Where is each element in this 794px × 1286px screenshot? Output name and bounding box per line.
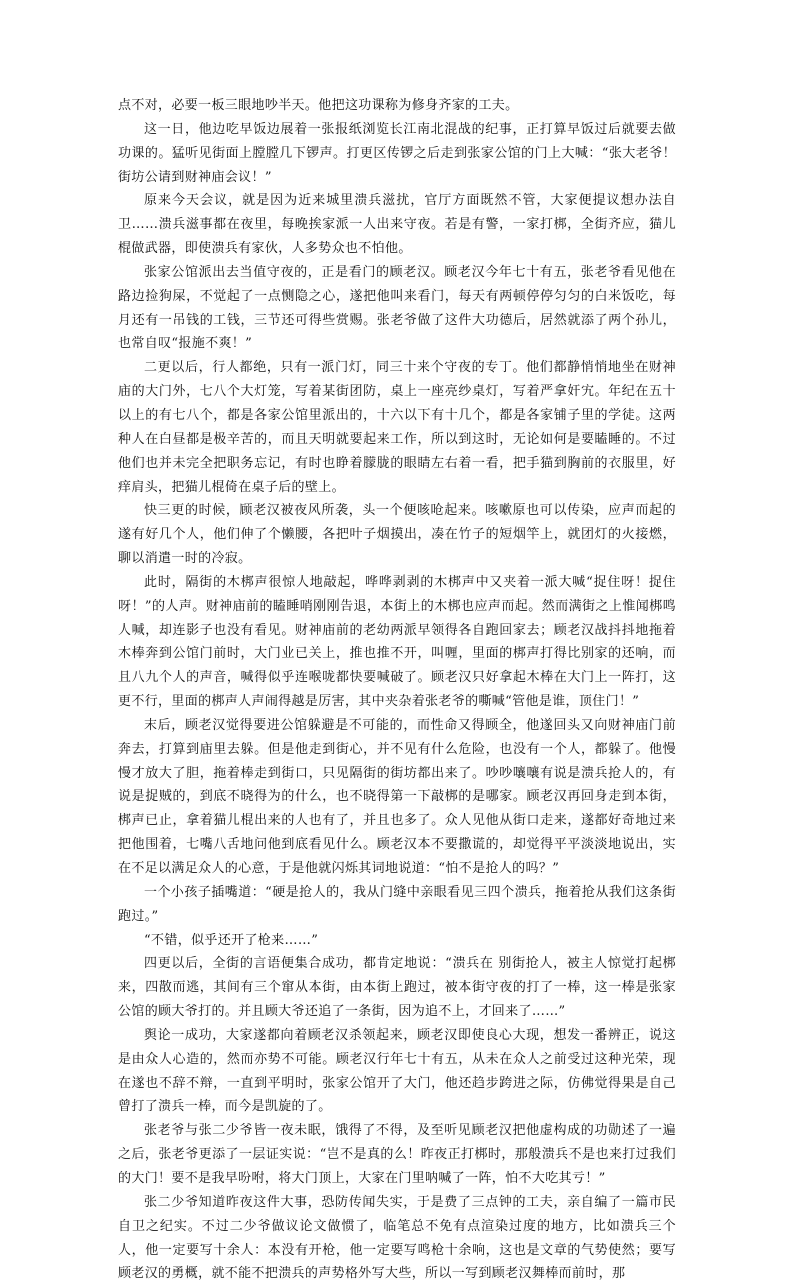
paragraph: 张家公馆派出去当值守夜的，正是看门的顾老汉。顾老汉今年七十有五，张老爷看见他在路边捡狗屎，不觉起了一点恻隐之心，遂把他叫来看门，每天有两顿停停匀匀的白米饭吃，每月还有一吊钱的工钱，三节还可得些赏赐。张老爷做了这件大功德后，居然就添了两个孙儿，也常自叹“报施不爽！”	[118, 264, 676, 352]
paragraph: 一个小孩子插嘴道：“硬是抢人的，我从门缝中亲眼看见三四个溃兵，拖着抢从我们这条街跑过。”	[118, 884, 676, 924]
paragraph: 张二少爷知道昨夜这件大事，恐防传闻失实，于是费了三点钟的工夫，亲自编了一篇市民自卫之纪实。不过二少爷做议论文做惯了，临笔总不免有点渲染过度的地方，比如溃兵三个人，他一定要写十余人：本没有开枪，他一定要写鸣枪十余响，这也是文章的气势使然；要写顾老汉的勇概，就不能不把溃兵的声势格外写大些，所以一写到顾老汉舞棒而前时，那	[118, 1194, 676, 1282]
paragraph: “不错，似乎还开了枪来……”	[144, 932, 319, 948]
paragraph: 这一日，他边吃早饭边展着一张报纸浏览长江南北混战的纪事，正打算早饭过后就要去做功课的。猛听见街面上膛膛几下锣声。打更区传锣之后走到张家公馆的门上大喊：“张大老爷！街坊公请到财神庙会议！”	[118, 121, 676, 185]
paragraph: 舆论一成功，大家遂都向着顾老汉杀领起来，顾老汉即使良心大现，想发一番辨正，说这是由众人心造的，然而亦势不可能。顾老汉行年七十有五，从未在众人之前受过这种光荣，现在遂也不辞不辩，一直到平明时，张家公馆开了大门，他还趋步跨进之际，仿佛觉得果是自己曾打了溃兵一棒，而今是凯旋的了。	[118, 1027, 676, 1115]
paragraph: 末后，顾老汉觉得要进公馆躲避是不可能的，而性命又得顾全，他遂回头又向财神庙门前奔去，打算到庙里去躲。但是他走到街心，并不见有什么危险，也没有一个人，都躲了。他慢慢才放大了胆，拖着棒走到街口，只见隔街的街坊都出来了。吵吵嚷嚷有说是溃兵抢人的，有说是捉贼的，到底不晓得为的什么，也不晓得第一下敲梆的是哪家。顾老汉再回身走到本街，梆声已止，拿着猫儿棍出来的人也有了，并且也多了。众人见他从街口走来，遂都好奇地过来把他围着，七嘴八舌地问他到底看见什么。顾老汉本不要撒谎的，却觉得平平淡淡地说出，实在不足以满足众人的心意，于是他就闪烁其词地说道：“怕不是抢人的吗？”	[118, 717, 676, 876]
paragraph: 此时，隔街的木梆声很惊人地敲起，哗哗剥剥的木梆声中又夹着一派大喊“捉住呀！捉住呀！”的人声。财神庙前的瞌睡哨刚刚告退，本街上的木梆也应声而起。然而满街之上惟闻梆鸣人喊，却连影子也没有看见。财神庙前的老幼两派早领得各自跑回家去；顾老汉战抖抖地拖着木棒奔到公馆门前时，大门业已关上，推也推不开，叫喱，里面的梆声打得比别家的还响，而且八九个人的声音，喊得似乎连喉咙都快要喊破了。顾老汉只好拿起木棒在大门上一阵打，这更不行，里面的梆声人声闹得越是厉害，其中夹杂着张老爷的嘶喊“管他是谁，顶住门！”	[118, 574, 676, 710]
paragraph: 张老爷与张二少爷皆一夜未眠，饿得了不得，及至听见顾老汉把他虚构成的功勋述了一遍之后，张老爷更添了一层证实说：“岂不是真的么！昨夜正打梆时，那般溃兵不是也来打过我们的大门！要不是我早吩咐，将大门顶上，大家在门里呐喊了一阵，怕不大吃其亏！”	[118, 1123, 676, 1186]
paragraph: 二更以后，行人都绝，只有一派门灯，同三十来个守夜的专丁。他们都静悄悄地坐在财神庙的大门外，七八个大灯笼，写着某街团防，桌上一座亮纱桌灯，写着严拿奸宄。年纪在五十以上的有七八个，都是各家公馆里派出的，十六以下有十几个，都是各家铺子里的学徒。这两种人在白昼都是极辛苦的，而且天明就要起来工作，所以到这时，无论如何是要瞌睡的。不过他们也并未完全把职务忘记，有时也睁着朦胧的眼睛左右着一看，把手猫到胸前的衣服里，好痒肩头，把猫儿棍倚在桌子后的壁上。	[118, 360, 676, 495]
paragraph: 原来今天会议，就是因为近来城里溃兵滋扰，官厅方面既然不管，大家便提议想办法自卫……溃兵滋事都在夜里，每晚挨家派一人出来守夜。若是有警，一家打梆，全街齐应，猫儿棍做武器，即使溃兵有家伙，人多势众也不怕他。	[118, 193, 676, 257]
paragraph: 快三更的时候，顾老汉被夜风所袭，头一个便咳呛起来。咳嗽原也可以传染，应声而起的遂有好几个人，他们伸了个懒腰，各把叶子烟摸出，凑在竹子的短烟竿上，就团灯的火接燃，聊以消遣一时的冷寂。	[118, 503, 676, 567]
paragraph: 点不对，必要一板三眼地吵半天。他把这功课称为修身齐家的工夫。	[118, 98, 519, 113]
paragraph: 四更以后，全街的言语便集合成功，都肯定地说：“溃兵在 别街抢人，被主人惊觉打起梆来，四散而逃，其间有三个窜从本街，由本街上跑过，被本街守夜的打了一棒，这一棒是张家公馆的顾大爷打的。并且顾大爷还追了一条街，因为追不上，才回来了……”	[118, 956, 676, 1020]
